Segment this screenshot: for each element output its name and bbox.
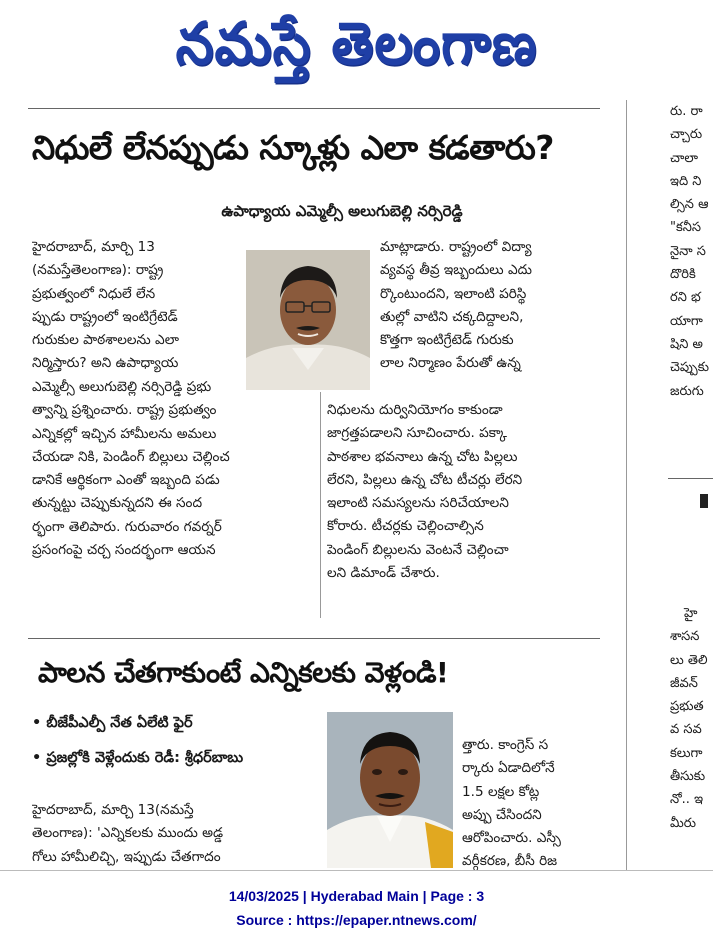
text-line: ర్కొంటుందని, ఇలాంటి పరిస్థి [380,285,527,302]
article2-bullet-2 [32,750,332,770]
text-line: కొత్తగా ఇంటిగ్రేటెడ్ గురుకు [380,332,514,349]
text-line: 1.5 లక్షల కోట్ల [462,783,540,800]
text-line: నిధులను దుర్వినియోగం కాకుండా [327,402,503,418]
text-fragment: చెప్పుకు [670,360,709,376]
text-fragment: కలుగా [670,745,703,761]
text-line: లాల నిర్మాణం పేరుతో ఉన్న [380,355,521,372]
text-line: హైదరాబాద్, మార్చి 13(నమస్తే [32,802,194,818]
article1-headline: నిధులే లేనప్పుడు స్కూళ్లు ఎలా కడతారు? [32,128,554,167]
text-fragment: చాలా [670,150,698,166]
article1-column-divider [320,392,321,618]
text-fragment: జరుగు [670,383,704,399]
text-fragment: తీసుకు [670,769,706,785]
article1-col1-bottom [32,376,316,562]
text-line: అప్పు చేసిందని [462,806,542,823]
text-line: లేరని, పిల్లలు ఉన్న చోట టీచర్లు లేరని [327,471,523,488]
bullet-text: ప్రజల్లోకి వెళ్లేందుకు రెడీ: శ్రీధర్‌బాబు [46,750,244,766]
text-fragment: చ్చారు [670,127,703,143]
text-line: ఎమ్మెల్సీ అలుగుబెల్లి నర్సిరెడ్డి ప్రభు [32,379,212,395]
text-line: డానికే ఆర్థికంగా ఎంతో ఇబ్బంది పడు [32,472,220,489]
text-line: ఆరోపించారు. ఎస్సీ [462,830,561,847]
column-divider [626,100,627,870]
text-line: ఎన్నికల్లో ఇచ్చిన హామీలను అమలు [32,425,217,442]
text-line: మాట్లాడారు. రాష్ట్రంలో విద్యా [380,239,532,255]
text-fragment: జీవన్‌ [670,675,698,691]
bullet-dot-icon: • [32,715,47,731]
bullet-dot-icon: • [32,750,47,766]
text-line: వర్గీకరణ, బీసీ రిజ [462,853,558,870]
bullet-text: బీజేపీఎల్పీ నేత ఏలేటి ఫైర్ [46,715,193,731]
text-line: లని డిమాండ్ చేశారు. [327,565,440,582]
text-line: తెలంగాణ): 'ఎన్నికలకు ముందు అడ్డ [32,825,224,842]
text-line: హైదరాబాద్, మార్చి 13 [32,239,155,255]
text-fragment: దొరికి [670,267,696,283]
article2-col1 [32,799,314,869]
text-fragment: శాసన [670,629,700,645]
article1-col1-top [32,236,236,376]
text-line: తుల్లో వాటిని చక్కదిద్దాలని, [380,308,524,325]
portrait-photo-narsireddy [246,250,370,390]
text-line: గోలు హామీలిచ్చి, ఇప్పుడు చేతగాదం [32,848,221,865]
text-line: (నమస్తేతెలంగాణ): రాష్ట్ర [32,262,164,279]
text-line: పెండింగ్ బిల్లులను వెంటనే చెల్లించా [327,541,509,558]
text-fragment: నో.. ఇ [670,792,704,808]
text-line: ప్పుడు రాష్ట్రంలో ఇంటిగ్రేటెడ్ [32,308,178,325]
text-line: కోరారు. టీచర్లకు చెల్లించాల్సిన [327,518,484,535]
article2-bullet-1 [32,715,322,735]
text-fragment: ఇది ని [670,173,702,189]
top-divider [28,108,600,109]
text-line: వ్యవస్థ తీవ్ర ఇబ్బందులు ఎదు [380,262,532,279]
newspaper-masthead: నమస్తే తెలంగాణ [175,9,538,78]
article1-col2-top [380,236,602,376]
footer-date-edition: 14/03/2025 | Hyderabad Main | Page : 3 [228,888,485,904]
text-fragment: లు తెలి [670,652,708,668]
article-divider [28,638,600,639]
text-line: ర్భంగా తెలిపారు. గురువారం గవర్నర్ [32,518,222,535]
article2-headline: పాలన చేతగాకుంటే ఎన్నికలకు వెళ్లండి! [38,656,449,689]
text-line: త్తారు. కాంగ్రెస్ స [462,737,549,753]
portrait-photo-eleti [327,712,453,868]
text-fragment: వ సవ [670,722,702,738]
page-crop-edge [0,870,713,871]
text-line: పాఠశాల భవనాలు ఉన్న చోట పిల్లలు [327,448,518,465]
text-line: ప్రసంగంపై చర్చ సందర్భంగా ఆయన [32,542,216,559]
text-line: ఇలాంటి సమస్యలను సరిచేయాలని [327,495,509,512]
text-fragment: హై [684,606,698,621]
text-line: గురుకుల పాఠశాలలను ఎలా [32,332,179,349]
text-line: నిర్మిస్తారు? అని ఉపాధ్యాయ [32,355,179,372]
footer-source-link[interactable]: Source : https://epaper.ntnews.com/ [236,912,477,928]
text-line: త్వాన్ని ప్రశ్నించారు. రాష్ట్ర ప్రభుత్వం [32,402,217,419]
side-column-bottom [670,602,713,835]
text-fragment: రు. రా [670,104,703,119]
text-fragment: "కనీస [670,220,702,236]
article1-col2-bottom [327,399,603,585]
text-fragment: నైనా స [670,243,706,259]
side-headline-fragment [700,494,708,508]
text-fragment: ల్సిన ఆ [670,197,709,213]
text-fragment: మీరు [670,815,696,831]
text-line: ర్కారు ఏడాదిలోనే [462,760,555,777]
side-divider [668,478,713,479]
text-line: ప్రభుత్వంలో నిధులే లేన [32,285,156,302]
article2-col2 [462,734,602,874]
text-line: చేయడా నికి, పెండింగ్ బిల్లులు చెల్లించ [32,448,230,465]
text-fragment: ప్రభుత [670,699,704,715]
article1-byline: ఉపాధ్యాయ ఎమ్మెల్సీ అలుగుబెల్లి నర్సిరెడ్డి [221,202,463,220]
text-fragment: యాగా [670,313,703,329]
text-line: తున్నట్టు చెప్పుకున్నదని ఈ సంద [32,495,203,512]
text-fragment: రని భ [670,290,701,306]
side-column-top [670,100,713,403]
text-line: జాగ్రత్తపడాలని సూచించారు. పక్కా [327,425,508,442]
text-fragment: షిని అ [670,336,703,352]
